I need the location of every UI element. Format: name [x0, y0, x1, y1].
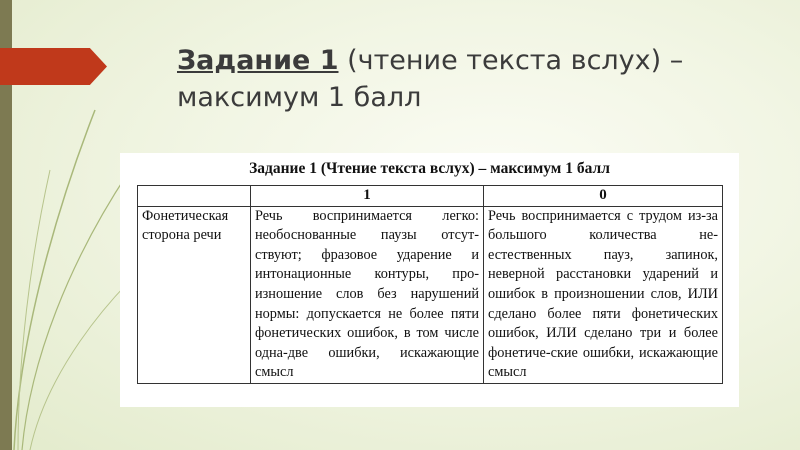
scanned-document	[120, 153, 739, 407]
header-cell-score-1: 1	[251, 186, 484, 207]
criteria-table	[137, 185, 723, 384]
header-cell-criterion	[138, 186, 251, 207]
slide-title	[177, 42, 777, 116]
score-0-cell: Речь воспринимается с трудом из-за большого количества не-естественных пауз, запинок, неверной расстановки ударений и ошибок в произношении слов, ИЛИ сделано более пяти фонетических ошибок, ИЛИ сделано три и более фонетиче-ские ошибки, искажающие смысл	[484, 206, 723, 383]
slide-title-bold: Задание 1	[177, 45, 339, 76]
header-cell-score-0: 0	[484, 186, 723, 207]
title-accent-arrow	[0, 48, 107, 85]
criterion-cell: Фонетическая сторона речи	[138, 206, 251, 383]
document-caption: Задание 1 (Чтение текста вслух) – максимум 1 балл	[249, 160, 610, 177]
table-header-row	[138, 186, 723, 207]
score-1-cell: Речь воспринимается легко: необоснованные паузы отсут-ствуют; фразовое ударение и интонационные контуры, про-изношение слов без нарушений нормы: допускается не более пяти фонетических ошибок, в том числе одна-две ошибки, искажающие смысл	[251, 206, 484, 383]
table-row	[138, 206, 723, 383]
slide-title-rest: (чтение текста вслух) – максимум 1 балл	[177, 45, 684, 113]
